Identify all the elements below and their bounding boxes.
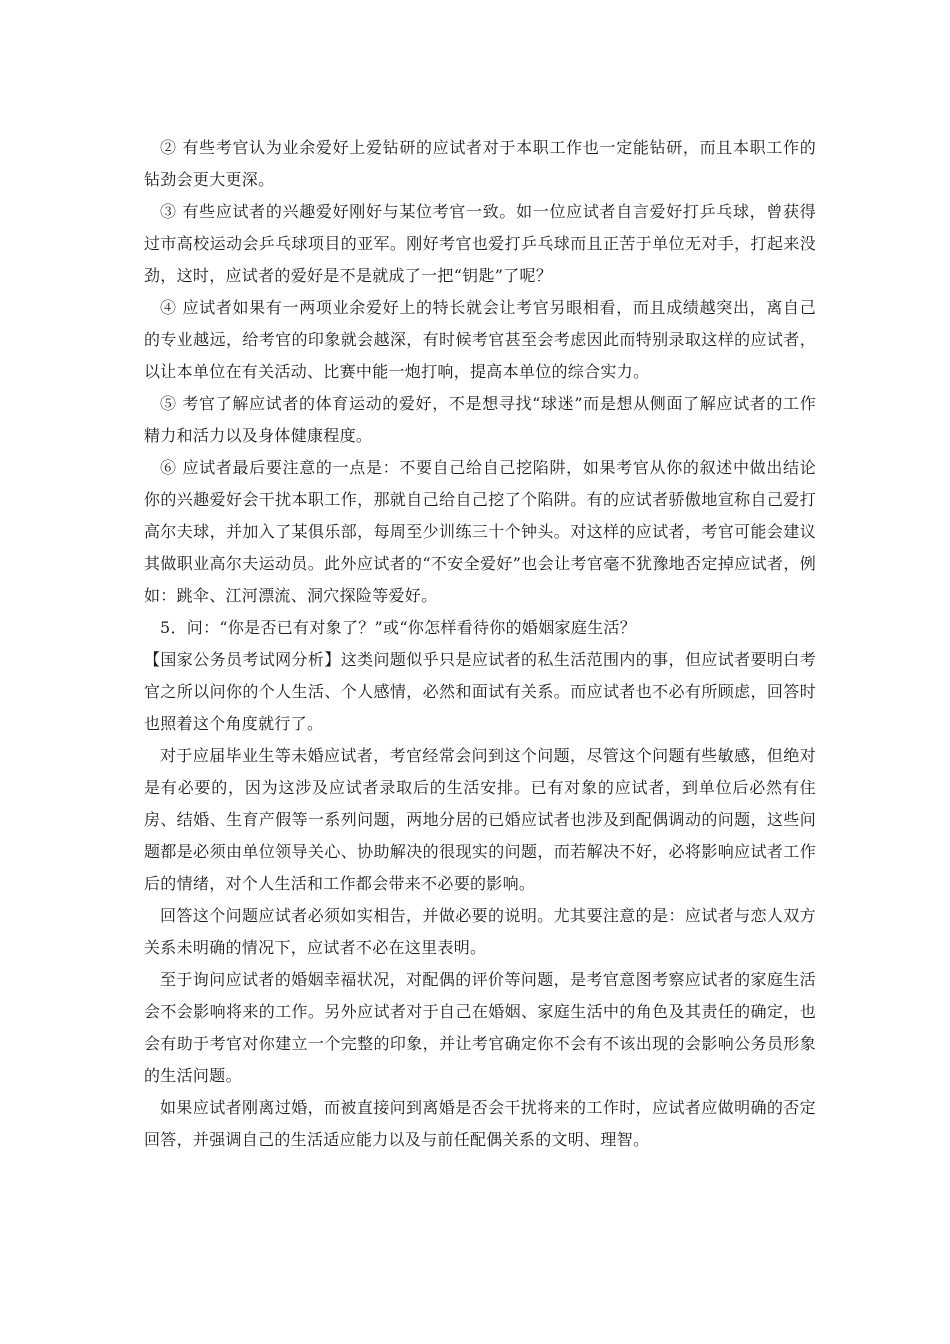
paragraph-point-3: ③ 有些应试者的兴趣爱好刚好与某位考官一致。如一位应试者自言爱好打乒乓球，曾获得过市高校运动会乒乓球项目的亚军。刚好考官也爱打乒乓球而且正苦于单位无对手，打起来没劲，这时，应试者的爱好是不是就成了一把“钥匙”了呢？ bbox=[144, 202, 816, 285]
paragraph-unmarried-candidates: 对于应届毕业生等未婚应试者，考官经常会问到这个问题，尽管这个问题有些敏感，但绝对是有必要的，因为这涉及应试者录取后的生活安排。已有对象的应试者，到单位后必然有住房、结婚、生育产假等一系列问题，两地分居的已婚应试者也涉及到配偶调动的问题，这些问题都是必须由单位领导关心、协助解决的很现实的问题，而若解决不好，必将影响应试者工作后的情绪，对个人生活和工作都会带来不必要的影响。 bbox=[144, 746, 816, 893]
paragraph-marriage-happiness: 至于询问应试者的婚姻幸福状况，对配偶的评价等问题，是考官意图考察应试者的家庭生活会不会影响将来的工作。另外应试者对于自己在婚姻、家庭生活中的角色及其责任的确定，也会有助于考官对你建立一个完整的印象，并让考官确定你不会有不该出现的会影响公务员形象的生活问题。 bbox=[144, 970, 816, 1085]
paragraph-point-4: ④ 应试者如果有一两项业余爱好上的特长就会让考官另眼相看，而且成绩越突出，离自己的专业越远，给考官的印象就会越深，有时候考官甚至会考虑因此而特别录取这样的应试者，以让本单位在有关活动、比赛中能一炮打响，提高本单位的综合实力。 bbox=[144, 298, 816, 381]
paragraph-point-5: ⑤ 考官了解应试者的体育运动的爱好，不是想寻找“球迷”而是想从侧面了解应试者的工作精力和活力以及身体健康程度。 bbox=[144, 394, 816, 445]
paragraph-answer-honestly: 回答这个问题应试者必须如实相告，并做必要的说明。尤其要注意的是：应试者与恋人双方关系未明确的情况下，应试者不必在这里表明。 bbox=[144, 906, 816, 957]
paragraph-point-6: ⑥ 应试者最后要注意的一点是：不要自己给自己挖陷阱，如果考官从你的叙述中做出结论你的兴趣爱好会干扰本职工作，那就自己给自己挖了个陷阱。有的应试者骄傲地宣称自己爱打高尔夫球，并加入了某俱乐部，每周至少训练三十个钟头。对这样的应试者，考官可能会建议其做职业高尔夫运动员。此外应试者的“不安全爱好”也会让考官毫不犹豫地否定掉应试者，例如：跳伞、江河漂流、洞穴探险等爱好。 bbox=[144, 458, 816, 605]
paragraph-divorce: 如果应试者刚离过婚，而被直接问到离婚是否会干扰将来的工作时，应试者应做明确的否定回答，并强调自己的生活适应能力以及与前任配偶关系的文明、理智。 bbox=[144, 1098, 816, 1149]
analysis-paragraph: 【国家公务员考试网分析】这类问题似乎只是应试者的私生活范围内的事，但应试者要明白考官之所以问你的个人生活、个人感情，必然和面试有关系。而应试者也不必有所顾虑，回答时也照着这个角度就行了。 bbox=[144, 650, 816, 733]
document-body bbox=[144, 132, 816, 1156]
question-5-heading: 5．问：“你是否已有对象了？”或“你怎样看待你的婚姻家庭生活？ bbox=[160, 618, 637, 637]
paragraph-point-2: ② 有些考官认为业余爱好上爱钻研的应试者对于本职工作也一定能钻研，而且本职工作的钻劲会更大更深。 bbox=[144, 138, 816, 189]
